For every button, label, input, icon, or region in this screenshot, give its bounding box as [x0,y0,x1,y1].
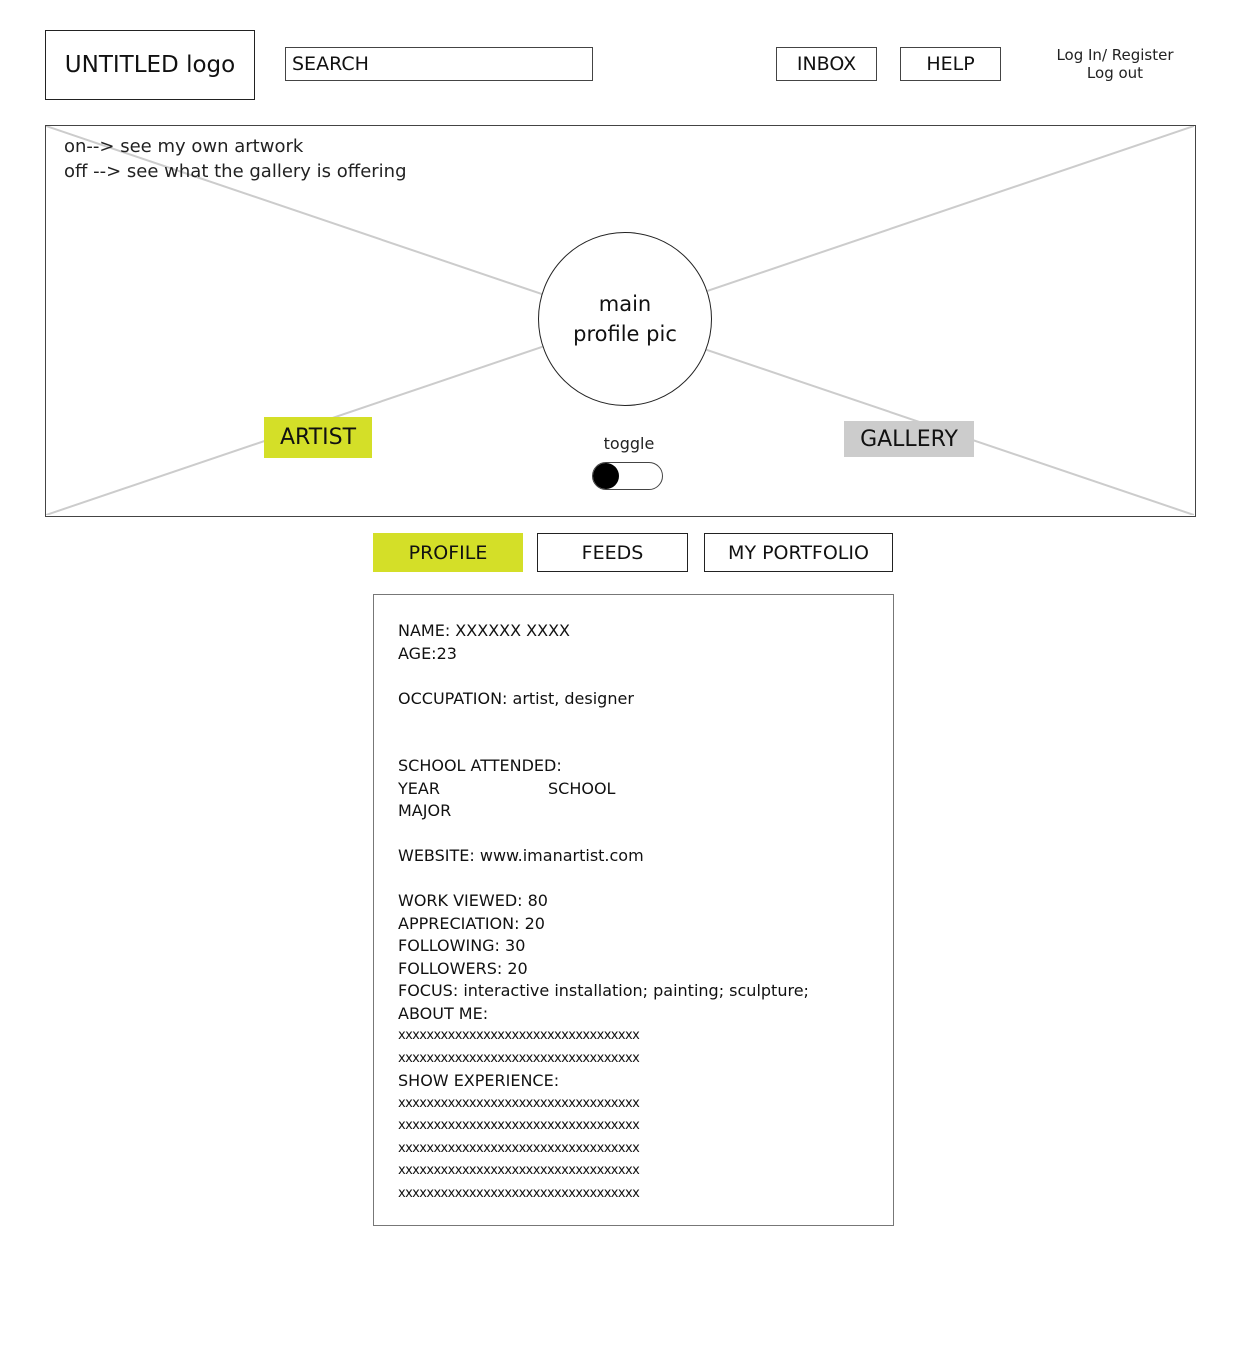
logout-link[interactable]: Log out [1086,64,1144,82]
profile-picture-label: main profile pic [573,292,677,346]
profile-age: AGE:23 [398,643,457,663]
school-major: MAJOR [398,801,452,820]
toggle-label: toggle [603,434,655,453]
help-button[interactable]: HELP [900,47,1001,81]
logo[interactable]: UNTITLED logo [45,30,255,100]
login-register-link[interactable]: Log In/ Register [1056,46,1174,64]
profile-occupation: OCCUPATION: artist, designer [398,688,634,708]
toggle-knob[interactable] [593,463,619,489]
artist-tag[interactable]: ARTIST [264,417,372,458]
show-line: xxxxxxxxxxxxxxxxxxxxxxxxxxxxxxxxxx [398,1140,640,1156]
tab-feeds[interactable]: FEEDS [537,533,688,572]
profile-name: NAME: XXXXXX XXXX [398,621,570,640]
stat-following: FOLLOWING: 30 [398,936,526,955]
show-heading: SHOW EXPERIENCE: [398,1071,560,1090]
about-line: xxxxxxxxxxxxxxxxxxxxxxxxxxxxxxxxxx [398,1028,640,1043]
profile-picture[interactable] [538,232,712,406]
tab-profile[interactable]: PROFILE [373,533,523,572]
hint-off-text: off --> see what the gallery is offering [64,161,407,182]
stat-work-viewed: WORK VIEWED: 80 [398,891,548,910]
school-year: YEAR [398,778,440,798]
search-input[interactable] [285,47,593,81]
show-line: xxxxxxxxxxxxxxxxxxxxxxxxxxxxxxxxxx [398,1185,640,1201]
stat-followers: FOLLOWERS: 20 [398,958,528,978]
school-name: SCHOOL [548,778,616,798]
hint-on-text: on--> see my own artwork [64,136,304,157]
show-line: xxxxxxxxxxxxxxxxxxxxxxxxxxxxxxxxxx [398,1095,640,1111]
about-heading: ABOUT ME: [398,1003,489,1023]
profile-website[interactable]: WEBSITE: www.imanartist.com [398,846,644,865]
tab-my-portfolio[interactable]: MY PORTFOLIO [704,533,893,572]
about-line: xxxxxxxxxxxxxxxxxxxxxxxxxxxxxxxxxx [398,1050,640,1066]
stat-appreciation: APPRECIATION: 20 [398,913,545,933]
auth-links [1040,46,1190,82]
profile-info [398,620,868,1205]
gallery-tag[interactable]: GALLERY [844,421,974,457]
school-heading: SCHOOL ATTENDED: [398,756,562,775]
inbox-button[interactable]: INBOX [776,47,877,81]
school-row [398,778,868,801]
show-line: xxxxxxxxxxxxxxxxxxxxxxxxxxxxxxxxxx [398,1163,640,1178]
toggle-hint [64,134,407,184]
show-line: xxxxxxxxxxxxxxxxxxxxxxxxxxxxxxxxxx [398,1118,640,1133]
profile-focus: FOCUS: interactive installation; painting; sculpture; [398,981,809,1000]
